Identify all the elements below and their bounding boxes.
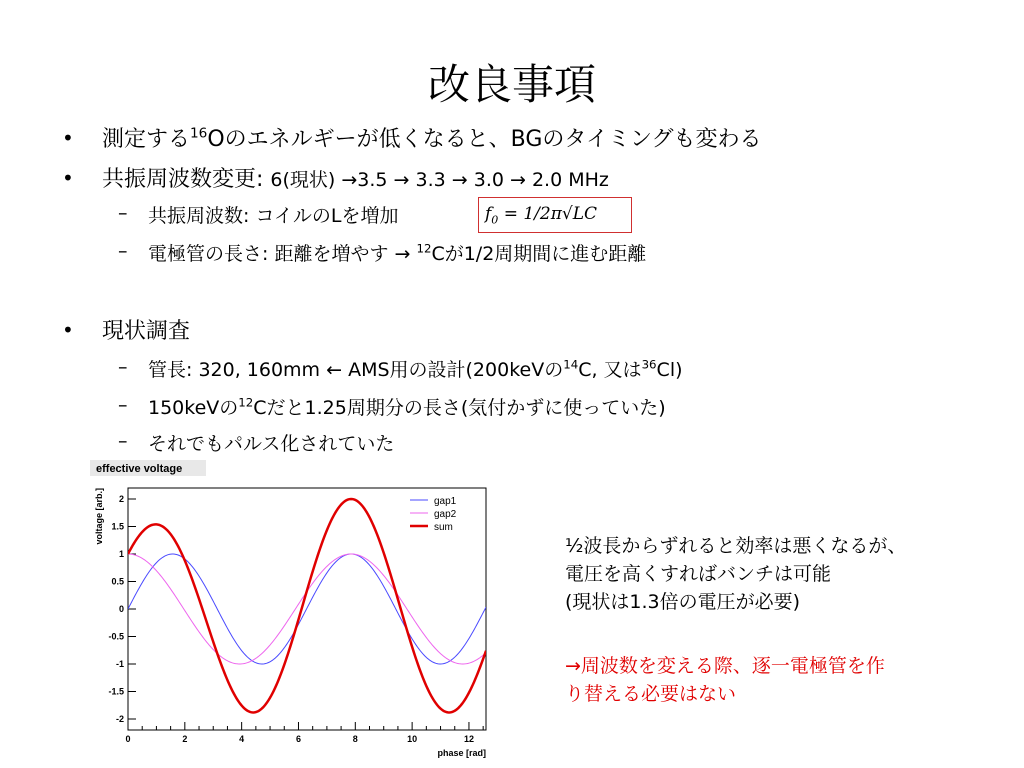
note-efficiency: ½波長からずれると効率は悪くなるが、	[565, 535, 907, 557]
x-tick-label: 8	[352, 734, 358, 744]
y-tick-label: -0.5	[108, 631, 124, 642]
y-tick-label: 1	[118, 549, 124, 559]
note-no-rebuild-1: →周波数を変える際、逐一電極管を作	[565, 655, 885, 677]
y-tick-label: -2	[115, 714, 124, 724]
y-tick-label: 0	[118, 604, 124, 614]
x-tick-label: 10	[407, 734, 418, 744]
x-tick-label: 6	[295, 734, 301, 744]
legend-label-gap1: gap1	[434, 496, 457, 507]
dash-marker: –	[118, 394, 128, 416]
note-no-rebuild-2: り替える必要はない	[565, 683, 737, 705]
note-bunch-possible: 電圧を高くすればバンチは可能	[565, 563, 832, 585]
dash-marker: –	[118, 430, 128, 452]
x-tick-label: 4	[239, 734, 245, 744]
x-tick-label: 2	[182, 734, 188, 744]
chart-title: effective voltage	[96, 463, 183, 475]
bullet-marker: •	[62, 166, 74, 190]
x-axis-label: phase [rad]	[437, 748, 486, 758]
resonance-formula-box: $f_0 = 1/2\pi√LC$	[478, 197, 632, 233]
bullet-current-status: 現状調査	[102, 319, 191, 344]
legend-label-gap2: gap2	[434, 509, 457, 520]
y-tick-label: -1	[115, 659, 124, 669]
sub-bullet-pulsed: それでもパルス化されていた	[148, 433, 395, 455]
y-tick-label: 2	[118, 494, 124, 504]
slide-title: 改良事項	[427, 60, 596, 109]
bullet-energy-timing: 測定する$^{16}$Oのエネルギーが低くなると、BGのタイミングも変わる	[102, 125, 762, 152]
y-tick-label: 0.5	[111, 576, 124, 587]
sub-bullet-tube-design: 管長: 320, 160mm ← AMS用の設計(200keVの$^{14}$C, 又は$^{36}$Cl)	[148, 357, 683, 381]
dash-marker: –	[118, 356, 128, 378]
legend-label-sum: sum	[434, 522, 453, 533]
y-axis-label: voltage [arb.]	[94, 488, 104, 545]
y-tick-label: -1.5	[108, 686, 124, 697]
chart-svg	[88, 458, 498, 758]
effective-voltage-chart	[88, 458, 498, 758]
x-tick-label: 12	[463, 734, 474, 744]
x-tick-label: 0	[125, 734, 131, 744]
bullet-frequency-change: 共振周波数変更: 6(現状) →3.5 → 3.3 → 3.0 → 2.0 MHz	[102, 167, 609, 192]
bullet-marker: •	[62, 318, 74, 342]
sub-bullet-tube-length: 電極管の長さ: 距離を増やす → $^{12}$Cが1/2周期間に進む距離	[148, 241, 647, 265]
dash-marker: –	[118, 240, 128, 262]
sub-bullet-period-length: 150keVの$^{12}$Cだと1.25周期分の長さ(気付かずに使っていた)	[148, 395, 666, 419]
sub-bullet-coil: 共振周波数: コイルのLを増加	[148, 205, 399, 227]
y-tick-label: 1.5	[111, 521, 124, 532]
note-voltage-factor: (現状は1.3倍の電圧が必要)	[565, 591, 801, 613]
bullet-marker: •	[62, 126, 74, 150]
dash-marker: –	[118, 202, 128, 224]
